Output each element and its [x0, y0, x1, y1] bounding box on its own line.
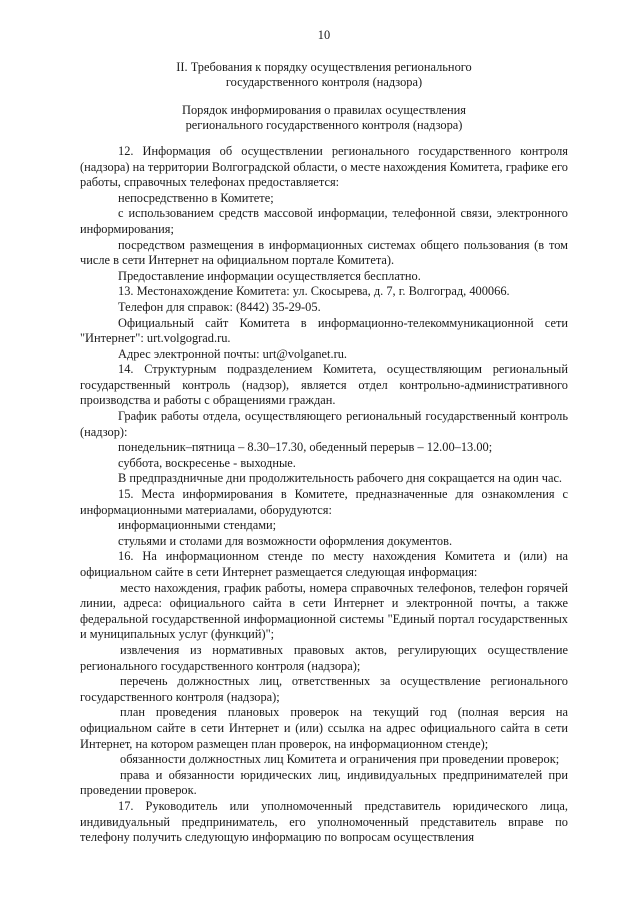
paragraph: суббота, воскресенье - выходные. [118, 455, 296, 470]
paragraph: понедельник–пятница – 8.30–17.30, обеденный перерыв – 12.00–13.00; [118, 440, 493, 455]
paragraph: с использованием средств массовой информации, телефонной связи, электронного информирования; [80, 206, 568, 236]
paragraph: перечень должностных лиц, ответственных за осуществление регионального государственного контроля (надзора); [80, 674, 568, 704]
paragraph: обязанности должностных лиц Комитета и ограничения при проведении проверок; [120, 752, 560, 767]
paragraph: Официальный сайт Комитета в информационно-телекоммуникационной сети "Интернет": urt.volgograd.ru. [80, 315, 568, 346]
section-heading-line: II. Требования к порядку осуществления регионального [176, 59, 472, 74]
paragraph: 15. Места информирования в Комитете, предназначенные для ознакомления с информационными материалами, оборудуются: [80, 487, 568, 517]
subsection-heading [80, 103, 568, 134]
section-heading [80, 60, 568, 91]
paragraph: стульями и столами для возможности оформления документов. [118, 533, 453, 548]
paragraph: Предоставление информации осуществляется бесплатно. [118, 268, 421, 283]
paragraph: непосредственно в Комитете; [118, 190, 274, 205]
document-body [80, 144, 568, 846]
subsection-heading-line: Порядок информирования о правилах осуществления [182, 102, 466, 117]
paragraph: Адрес электронной почты: urt@volganet.ru. [118, 346, 348, 361]
paragraph: 16. На информационном стенде по месту нахождения Комитета и (или) на официальном сайте в сети Интернет размещается следующая информация: [80, 549, 568, 579]
paragraph: план проведения плановых проверок на текущий год (полная версия на официальном сайте в сети Интернет и (или) ссылка на адрес официального сайта в сети Интернет, на котором размещен план проверок, на информационном стенде); [80, 705, 568, 751]
page-number: 10 [317, 28, 331, 42]
paragraph: 14. Структурным подразделением Комитета, осуществляющим региональный государственный контроль (надзор), является отдел контрольно-административного производства и работы с обращениями граждан. [80, 362, 568, 408]
paragraph: Телефон для справок: (8442) 35-29-05. [118, 299, 321, 314]
paragraph: информационными стендами; [118, 518, 277, 533]
document-page [80, 28, 568, 846]
paragraph: место нахождения, график работы, номера справочных телефонов, телефон горячей линии, адреса: официального сайта в сети Интернет и электронной почты, а также федеральной государственной информационной системы "Единый портал государственных и муниципальных услуг (функций)"; [80, 580, 568, 642]
paragraph: 13. Местонахождение Комитета: ул. Скосырева, д. 7, г. Волгоград, 400066. [118, 284, 510, 299]
paragraph: В предпраздничные дни продолжительность рабочего дня сокращается на один час. [118, 471, 563, 486]
paragraph: права и обязанности юридических лиц, индивидуальных предпринимателей при проведении проверок. [80, 767, 568, 798]
paragraph: 17. Руководитель или уполномоченный представитель юридического лица, индивидуальный предприниматель, его уполномоченный представитель вправе по телефону получить следующую информацию по вопросам осуществления [80, 798, 568, 845]
paragraph: График работы отдела, осуществляющего региональный государственный контроль (надзор): [80, 409, 568, 439]
paragraph: 12. Информация об осуществлении регионального государственного контроля (надзора) на территории Волгоградской области, о месте нахождения Комитета, графике его работы, справочных телефонах предоставляется: [80, 143, 568, 190]
paragraph: извлечения из нормативных правовых актов, регулирующих осуществление регионального государственного контроля (надзора); [80, 642, 568, 673]
subsection-heading-line: регионального государственного контроля (надзора) [185, 118, 463, 133]
paragraph: посредством размещения в информационных системах общего пользования (в том числе в сети Интернет на официальном портале Комитета). [80, 237, 568, 268]
section-heading-line: государственного контроля (надзора) [225, 75, 423, 90]
